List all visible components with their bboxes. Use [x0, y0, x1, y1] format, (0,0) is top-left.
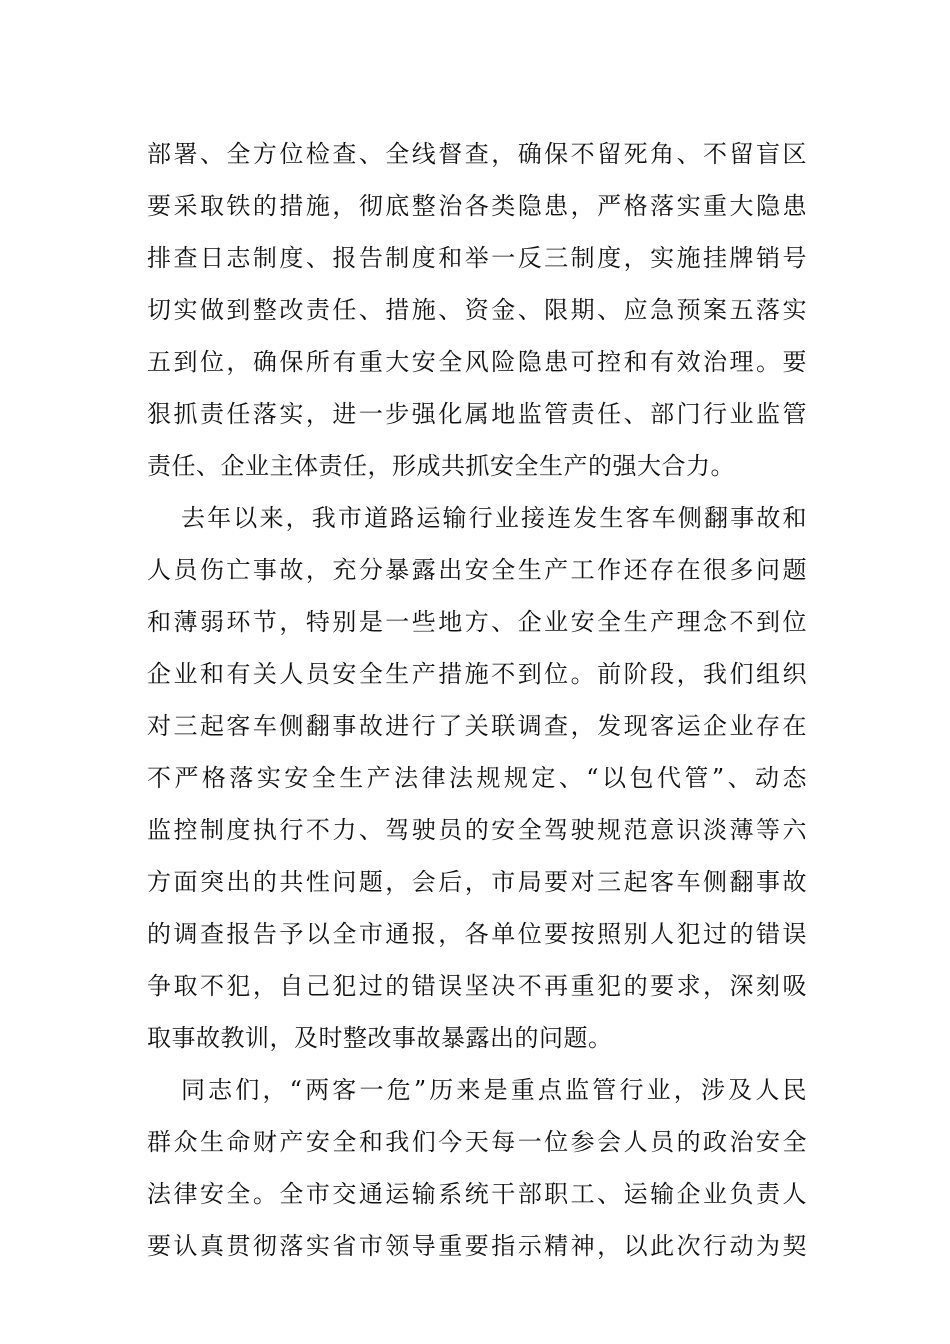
text-line: 群众生命财产安全和我们今天每一位参会人员的政治安全: [147, 1128, 807, 1156]
text-line: 要采取铁的措施，彻底整治各类隐患，严格落实重大隐患: [147, 192, 807, 220]
text-line: 不严格落实安全生产法律法规规定、“以包代管”、动态: [147, 764, 807, 792]
text-line: 取事故教训，及时整改事故暴露出的问题。: [147, 1024, 613, 1052]
text-line: 法律安全。全市交通运输系统干部职工、运输企业负责人: [147, 1180, 807, 1208]
text-line: 责任、企业主体责任，形成共抓安全生产的强大合力。: [147, 452, 735, 480]
text-line: 争取不犯，自己犯过的错误坚决不再重犯的要求，深刻吸: [147, 972, 807, 1000]
text-line: 要认真贯彻落实省市领导重要指示精神，以此次行动为契: [147, 1232, 807, 1260]
text-line: 狠抓责任落实，进一步强化属地监管责任、部门行业监管: [147, 400, 807, 428]
text-line: 排查日志制度、报告制度和举一反三制度，实施挂牌销号: [147, 244, 807, 272]
text-line: 方面突出的共性问题，会后，市局要对三起客车侧翻事故: [147, 868, 807, 896]
text-line: 五到位，确保所有重大安全风险隐患可控和有效治理。要: [147, 348, 807, 376]
text-line: 人员伤亡事故，充分暴露出安全生产工作还存在很多问题: [147, 556, 807, 584]
text-line: 和薄弱环节，特别是一些地方、企业安全生产理念不到位: [147, 608, 807, 636]
text-line: 部署、全方位检查、全线督查，确保不留死角、不留盲区: [147, 140, 807, 168]
text-line: 监控制度执行不力、驾驶员的安全驾驶规范意识淡薄等六: [147, 816, 807, 844]
text-line: 同志们，“两客一危”历来是重点监管行业，涉及人民: [181, 1076, 807, 1104]
text-line: 企业和有关人员安全生产措施不到位。前阶段，我们组织: [147, 660, 807, 688]
body-text: [147, 128, 807, 1272]
text-line: 对三起客车侧翻事故进行了关联调查，发现客运企业存在: [147, 712, 807, 740]
text-line: 切实做到整改责任、措施、资金、限期、应急预案五落实: [147, 296, 807, 324]
text-line: 去年以来，我市道路运输行业接连发生客车侧翻事故和: [181, 504, 807, 532]
text-line: 的调查报告予以全市通报，各单位要按照别人犯过的错误: [147, 920, 807, 948]
